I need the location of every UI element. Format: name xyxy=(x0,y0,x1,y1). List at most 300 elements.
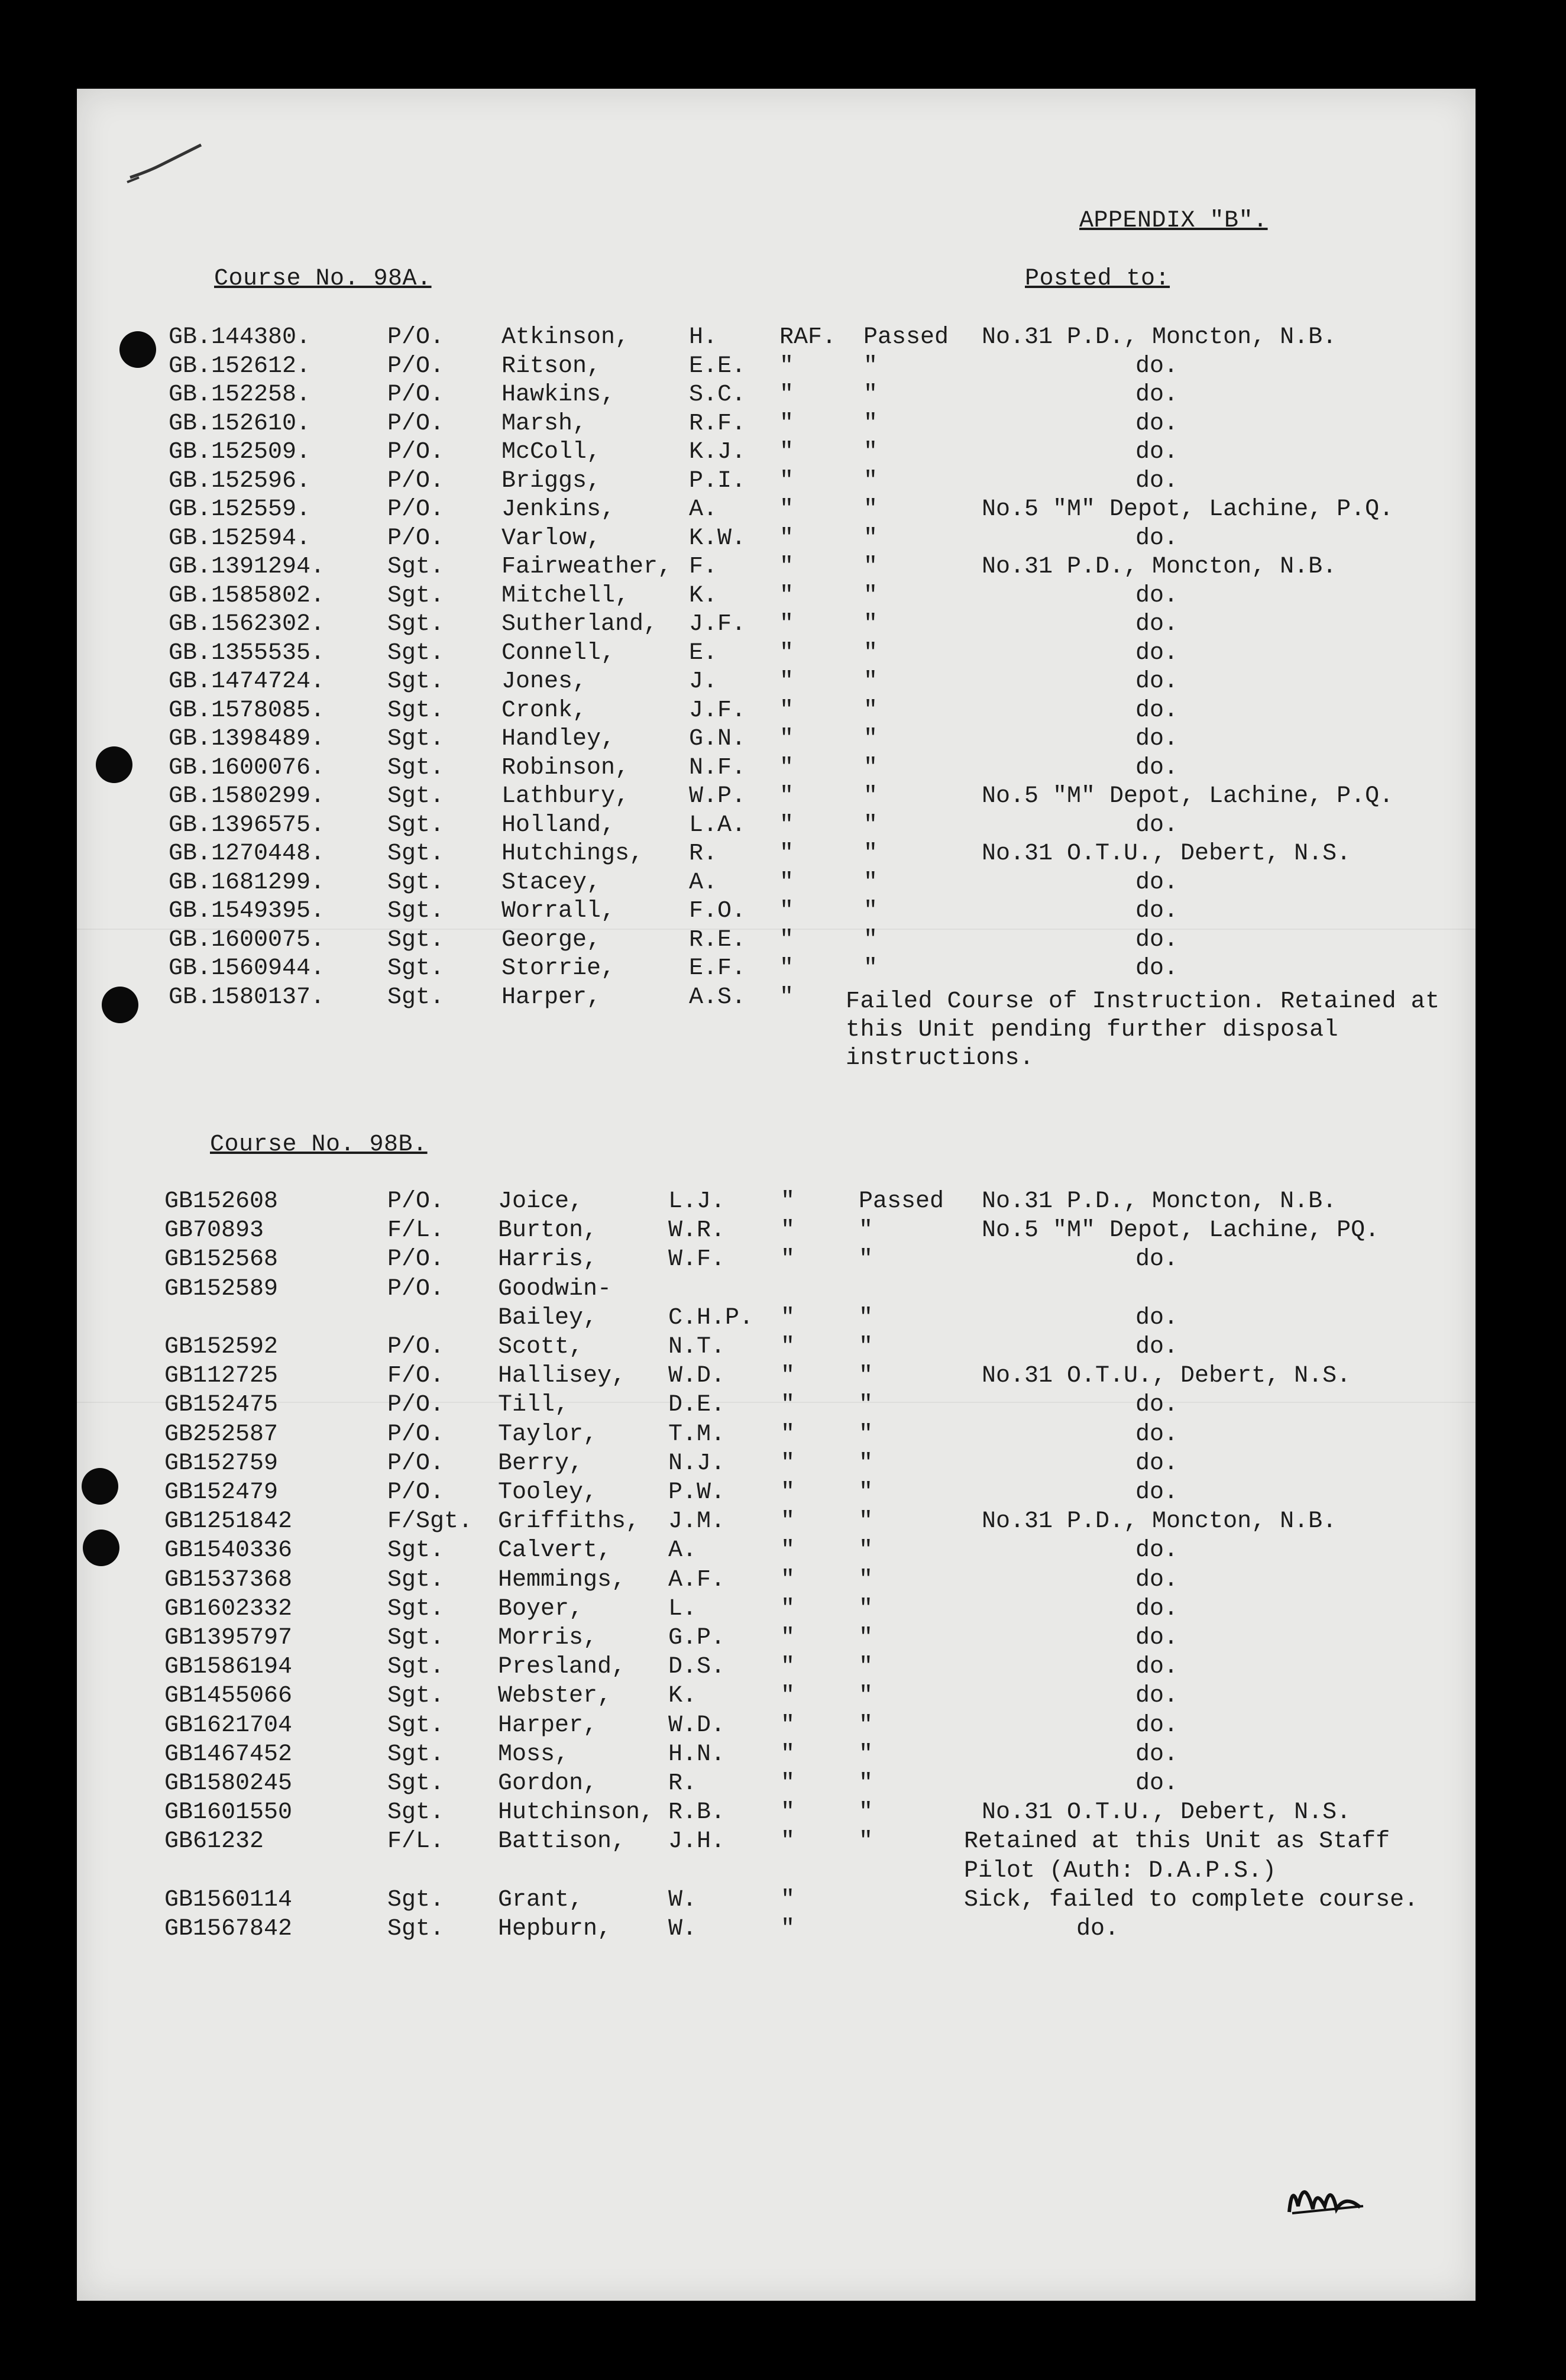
cell-result: " xyxy=(859,1304,873,1331)
table-row xyxy=(77,1391,1476,1419)
cell-name: Stacey, xyxy=(501,869,601,896)
cell-force: " xyxy=(781,1799,795,1826)
cell-result: " xyxy=(863,869,878,896)
cell-init: H.N. xyxy=(668,1741,726,1768)
table-row xyxy=(77,955,1476,983)
cell-rank: Sgt. xyxy=(387,1537,445,1564)
cell-init: W. xyxy=(668,1886,697,1913)
cell-init: L.J. xyxy=(668,1188,726,1215)
pencil-mark-icon xyxy=(124,136,213,189)
cell-no: GB.1600076. xyxy=(169,754,325,781)
cell-force: " xyxy=(781,1741,795,1768)
cell-post: do. xyxy=(1135,1741,1179,1768)
cell-no: GB.152258. xyxy=(169,381,311,408)
cell-result: " xyxy=(863,467,878,494)
cell-name: Goodwin- xyxy=(498,1275,612,1302)
cell-no: GB1621704 xyxy=(164,1712,293,1739)
cell-force: " xyxy=(781,1595,795,1622)
cell-force: " xyxy=(779,525,794,552)
table-row xyxy=(77,1304,1476,1333)
cell-result: Passed xyxy=(863,324,949,351)
cell-rank: P/O. xyxy=(387,1275,445,1302)
cell-post: No.5 "M" Depot, Lachine, P.Q. xyxy=(982,783,1394,810)
appendix-title: APPENDIX "B". xyxy=(1079,208,1268,234)
cell-no: GB1580245 xyxy=(164,1770,293,1797)
cell-name: Atkinson, xyxy=(501,324,630,351)
cell-force: " xyxy=(779,353,794,380)
cell-post: Sick, failed to complete course. xyxy=(964,1886,1419,1913)
cell-result: " xyxy=(863,525,878,552)
cell-rank: Sgt. xyxy=(387,1595,445,1622)
cell-result: " xyxy=(859,1595,873,1622)
cell-force: RAF. xyxy=(779,324,837,351)
cell-result: " xyxy=(863,410,878,437)
cell-post: do. xyxy=(1135,726,1179,752)
cell-no: GB.152612. xyxy=(169,353,311,380)
cell-no: GB.1585802. xyxy=(169,582,325,609)
cell-rank: Sgt. xyxy=(387,1683,445,1710)
cell-rank: Sgt. xyxy=(387,1566,445,1593)
cell-force: " xyxy=(779,840,794,867)
table-row xyxy=(77,782,1476,811)
cell-post: do. xyxy=(1135,926,1179,953)
table-row xyxy=(77,1857,1476,1886)
table-row xyxy=(77,1741,1476,1769)
cell-no: GB152475 xyxy=(164,1392,279,1419)
cell-name: Cronk, xyxy=(501,697,587,724)
cell-rank: Sgt. xyxy=(387,869,445,896)
cell-init: D.S. xyxy=(668,1654,726,1681)
cell-no: GB.1391294. xyxy=(169,554,325,580)
cell-post: Pilot (Auth: D.A.P.S.) xyxy=(964,1857,1277,1884)
table-row xyxy=(77,840,1476,868)
table-row xyxy=(77,1188,1476,1216)
cell-name: Harper, xyxy=(501,984,601,1011)
cell-init: P.W. xyxy=(668,1479,726,1506)
cell-name: Varlow, xyxy=(501,525,601,552)
table-row xyxy=(77,1275,1476,1304)
cell-no: GB1540336 xyxy=(164,1537,293,1564)
cell-rank: Sgt. xyxy=(387,1741,445,1768)
cell-rank: F/L. xyxy=(387,1828,445,1855)
cell-post: do. xyxy=(1135,1450,1179,1477)
cell-rank: Sgt. xyxy=(387,668,445,695)
cell-rank: Sgt. xyxy=(387,1712,445,1739)
cell-post: No.31 O.T.U., Debert, N.S. xyxy=(982,1363,1351,1390)
cell-result: " xyxy=(859,1392,873,1419)
cell-name: Holland, xyxy=(501,811,616,839)
cell-name: George, xyxy=(501,926,601,953)
table-row xyxy=(77,1828,1476,1856)
cell-post: do. xyxy=(1135,1537,1179,1564)
cell-force: " xyxy=(779,754,794,781)
cell-rank: Sgt. xyxy=(387,611,445,638)
table-row xyxy=(77,467,1476,496)
cell-force: " xyxy=(779,811,794,839)
punch-hole xyxy=(119,331,156,368)
cell-force: " xyxy=(781,1566,795,1593)
cell-result: " xyxy=(859,1770,873,1797)
cell-no: GB.1396575. xyxy=(169,811,325,839)
cell-force: " xyxy=(779,726,794,752)
cell-no: GB1537368 xyxy=(164,1566,293,1593)
cell-force: " xyxy=(779,381,794,408)
cell-result: " xyxy=(863,926,878,953)
cell-result: " xyxy=(859,1508,873,1535)
table-row xyxy=(77,381,1476,409)
cell-post: do. xyxy=(1135,1246,1179,1273)
cell-result: " xyxy=(859,1421,873,1448)
table-row xyxy=(77,1362,1476,1391)
cell-no: GB.152610. xyxy=(169,410,311,437)
table-row xyxy=(77,610,1476,639)
cell-force: " xyxy=(781,1246,795,1273)
table-row xyxy=(77,1450,1476,1478)
cell-init: R. xyxy=(689,840,718,867)
cell-result: " xyxy=(863,639,878,667)
table-row xyxy=(77,897,1476,926)
cell-name: Hepburn, xyxy=(498,1916,612,1942)
cell-init: G.P. xyxy=(668,1625,726,1651)
cell-rank: P/O. xyxy=(387,381,445,408)
cell-rank: P/O. xyxy=(387,353,445,380)
punch-hole xyxy=(83,1529,119,1566)
cell-no: GB.1562302. xyxy=(169,611,325,638)
cell-name: Gordon, xyxy=(498,1770,598,1797)
table-row xyxy=(77,1421,1476,1449)
cell-init: G.N. xyxy=(689,726,746,752)
cell-no: GB.1549395. xyxy=(169,898,325,924)
cell-rank: Sgt. xyxy=(387,1886,445,1913)
cell-no: GB.152594. xyxy=(169,525,311,552)
cell-result: " xyxy=(863,726,878,752)
cell-name: Worrall, xyxy=(501,898,616,924)
table-row xyxy=(77,324,1476,352)
cell-rank: Sgt. xyxy=(387,898,445,924)
table-row xyxy=(77,1217,1476,1245)
cell-result: " xyxy=(863,381,878,408)
cell-init: W.D. xyxy=(668,1712,726,1739)
table-row xyxy=(77,639,1476,668)
cell-name: Hutchinson, xyxy=(498,1799,655,1826)
cell-init: H. xyxy=(689,324,718,351)
cell-init: S.C. xyxy=(689,381,746,408)
cell-name: Jones, xyxy=(501,668,587,695)
cell-result: " xyxy=(859,1537,873,1564)
cell-init: D.E. xyxy=(668,1392,726,1419)
cell-init: J.F. xyxy=(689,611,746,638)
cell-result: " xyxy=(863,439,878,465)
cell-name: Mitchell, xyxy=(501,582,630,609)
cell-init: E.F. xyxy=(689,955,746,982)
cell-rank: P/O. xyxy=(387,1334,445,1360)
cell-force: " xyxy=(779,869,794,896)
cell-result: " xyxy=(863,898,878,924)
cell-force: " xyxy=(779,496,794,523)
cell-force: " xyxy=(781,1188,795,1215)
cell-force: " xyxy=(779,611,794,638)
cell-result: " xyxy=(863,611,878,638)
cell-no: GB1567842 xyxy=(164,1916,293,1942)
punch-hole xyxy=(102,987,138,1023)
cell-no: GB.1681299. xyxy=(169,869,325,896)
cell-force: " xyxy=(781,1334,795,1360)
cell-post: do. xyxy=(1076,1916,1120,1942)
cell-no: GB.1398489. xyxy=(169,726,325,752)
failed-note-line: instructions. xyxy=(846,1045,1034,1072)
cell-rank: P/O. xyxy=(387,439,445,465)
cell-init: P.I. xyxy=(689,467,746,494)
cell-init: N.T. xyxy=(668,1334,726,1360)
cell-force: " xyxy=(781,1392,795,1419)
cell-no: GB1251842 xyxy=(164,1508,293,1535)
cell-result: " xyxy=(863,353,878,380)
cell-init: A. xyxy=(689,496,718,523)
cell-name: Hutchings, xyxy=(501,840,644,867)
cell-no: GB252587 xyxy=(164,1421,279,1448)
cell-init: N.J. xyxy=(668,1450,726,1477)
cell-force: " xyxy=(781,1217,795,1244)
cell-force: " xyxy=(779,783,794,810)
document-page xyxy=(77,89,1476,2301)
cell-force: " xyxy=(779,926,794,953)
cell-force: " xyxy=(779,668,794,695)
cell-post: No.31 P.D., Moncton, N.B. xyxy=(982,324,1337,351)
cell-rank: Sgt. xyxy=(387,554,445,580)
cell-init: E. xyxy=(689,639,718,667)
cell-init: W. xyxy=(668,1916,697,1942)
table-row xyxy=(77,1712,1476,1740)
cell-name: Bailey, xyxy=(498,1304,598,1331)
cell-rank: P/O. xyxy=(387,1246,445,1273)
cell-init: K. xyxy=(668,1683,697,1710)
cell-post: do. xyxy=(1135,1421,1179,1448)
cell-init: J. xyxy=(689,668,718,695)
cell-post: do. xyxy=(1135,869,1179,896)
cell-init: L. xyxy=(668,1595,697,1622)
cell-result: " xyxy=(859,1217,873,1244)
table-row xyxy=(77,1508,1476,1536)
cell-force: " xyxy=(781,1421,795,1448)
table-row xyxy=(77,869,1476,897)
cell-rank: F/L. xyxy=(387,1217,445,1244)
cell-name: Robinson, xyxy=(501,754,630,781)
cell-force: " xyxy=(781,1828,795,1855)
cell-result: " xyxy=(859,1683,873,1710)
cell-init: W.F. xyxy=(668,1246,726,1273)
cell-rank: Sgt. xyxy=(387,1916,445,1942)
cell-name: Ritson, xyxy=(501,353,601,380)
cell-rank: Sgt. xyxy=(387,1799,445,1826)
cell-post: do. xyxy=(1135,381,1179,408)
cell-name: Sutherland, xyxy=(501,611,658,638)
cell-result: " xyxy=(863,783,878,810)
cell-no: GB1560114 xyxy=(164,1886,293,1913)
cell-result: " xyxy=(863,668,878,695)
cell-post: No.5 "M" Depot, Lachine, PQ. xyxy=(982,1217,1380,1244)
cell-no: GB61232 xyxy=(164,1828,264,1855)
cell-result: " xyxy=(859,1712,873,1739)
cell-init: W.R. xyxy=(668,1217,726,1244)
cell-post: do. xyxy=(1135,1770,1179,1797)
cell-no: GB1586194 xyxy=(164,1654,293,1681)
cell-no: GB.152559. xyxy=(169,496,311,523)
cell-no: GB.1474724. xyxy=(169,668,325,695)
cell-no: GB.152596. xyxy=(169,467,311,494)
cell-rank: Sgt. xyxy=(387,840,445,867)
cell-no: GB152592 xyxy=(164,1334,279,1360)
table-row xyxy=(77,1537,1476,1565)
cell-name: Tooley, xyxy=(498,1479,598,1506)
cell-force: " xyxy=(781,1654,795,1681)
cell-force: " xyxy=(779,467,794,494)
cell-post: do. xyxy=(1135,525,1179,552)
cell-init: N.F. xyxy=(689,754,746,781)
cell-force: " xyxy=(781,1450,795,1477)
failed-note-line: Failed Course of Instruction. Retained at xyxy=(846,988,1440,1015)
cell-post: do. xyxy=(1135,811,1179,839)
cell-init: C.H.P. xyxy=(668,1304,754,1331)
cell-rank: F/O. xyxy=(387,1363,445,1390)
cell-post: do. xyxy=(1135,955,1179,982)
cell-name: Berry, xyxy=(498,1450,584,1477)
table-row xyxy=(77,697,1476,725)
cell-name: Moss, xyxy=(498,1741,570,1768)
cell-result: " xyxy=(859,1450,873,1477)
cell-post: do. xyxy=(1135,1712,1179,1739)
cell-rank: Sgt. xyxy=(387,639,445,667)
cell-post: do. xyxy=(1135,697,1179,724)
cell-init: J.M. xyxy=(668,1508,726,1535)
cell-init: L.A. xyxy=(689,811,746,839)
table-row xyxy=(77,1915,1476,1944)
cell-post: do. xyxy=(1135,1566,1179,1593)
cell-name: Lathbury, xyxy=(501,783,630,810)
cell-rank: Sgt. xyxy=(387,955,445,982)
cell-name: Morris, xyxy=(498,1625,598,1651)
table-row xyxy=(77,926,1476,955)
cell-init: T.M. xyxy=(668,1421,726,1448)
cell-rank: P/O. xyxy=(387,1479,445,1506)
cell-name: Handley, xyxy=(501,726,616,752)
cell-name: Jenkins, xyxy=(501,496,616,523)
cell-result: Passed xyxy=(859,1188,944,1215)
cell-post: do. xyxy=(1135,1654,1179,1681)
cell-force: " xyxy=(779,439,794,465)
table-row xyxy=(77,1770,1476,1798)
cell-rank: Sgt. xyxy=(387,1625,445,1651)
cell-no: GB1455066 xyxy=(164,1683,293,1710)
table-row xyxy=(77,754,1476,782)
cell-result: " xyxy=(859,1625,873,1651)
cell-post: Retained at this Unit as Staff xyxy=(964,1828,1390,1855)
cell-no: GB112725 xyxy=(164,1363,279,1390)
cell-post: do. xyxy=(1135,1304,1179,1331)
cell-force: " xyxy=(779,955,794,982)
cell-name: Battison, xyxy=(498,1828,626,1855)
cell-init: R.F. xyxy=(689,410,746,437)
punch-hole xyxy=(96,746,132,783)
cell-name: Taylor, xyxy=(498,1421,598,1448)
cell-post: do. xyxy=(1135,1625,1179,1651)
cell-name: McColl, xyxy=(501,439,601,465)
cell-rank: P/O. xyxy=(387,496,445,523)
cell-no: GB1601550 xyxy=(164,1799,293,1826)
table-row xyxy=(77,1566,1476,1595)
cell-no: GB152608 xyxy=(164,1188,279,1215)
cell-result: " xyxy=(859,1799,873,1826)
cell-force: " xyxy=(779,410,794,437)
cell-no: GB70893 xyxy=(164,1217,264,1244)
cell-result: " xyxy=(863,840,878,867)
cell-rank: Sgt. xyxy=(387,1654,445,1681)
handwritten-initials-icon xyxy=(1280,2171,1369,2224)
table-row xyxy=(77,668,1476,696)
cell-result: " xyxy=(863,582,878,609)
cell-force: " xyxy=(781,1479,795,1506)
cell-rank: P/O. xyxy=(387,467,445,494)
punch-hole xyxy=(82,1468,118,1505)
table-row xyxy=(77,1886,1476,1915)
cell-init: J.F. xyxy=(689,697,746,724)
table-row xyxy=(77,1479,1476,1507)
cell-post: do. xyxy=(1135,1479,1179,1506)
cell-name: Grant, xyxy=(498,1886,584,1913)
cell-init: E.E. xyxy=(689,353,746,380)
cell-result: " xyxy=(859,1334,873,1360)
cell-post: do. xyxy=(1135,410,1179,437)
cell-name: Hemmings, xyxy=(498,1566,626,1593)
cell-init: K. xyxy=(689,582,718,609)
cell-rank: P/O. xyxy=(387,1421,445,1448)
cell-post: do. xyxy=(1135,467,1179,494)
cell-no: GB.1600075. xyxy=(169,926,325,953)
cell-init: A.S. xyxy=(689,984,746,1011)
cell-force: " xyxy=(781,1625,795,1651)
cell-force: " xyxy=(781,1916,795,1942)
cell-no: GB1602332 xyxy=(164,1595,293,1622)
cell-rank: P/O. xyxy=(387,324,445,351)
cell-no: GB.1578085. xyxy=(169,697,325,724)
table-row xyxy=(77,410,1476,438)
cell-force: " xyxy=(779,697,794,724)
cell-force: " xyxy=(781,1304,795,1331)
cell-init: F. xyxy=(689,554,718,580)
cell-post: do. xyxy=(1135,1595,1179,1622)
cell-rank: Sgt. xyxy=(387,1770,445,1797)
cell-no: GB.1580137. xyxy=(169,984,325,1011)
cell-force: " xyxy=(779,639,794,667)
cell-name: Storrie, xyxy=(501,955,616,982)
cell-name: Harper, xyxy=(498,1712,598,1739)
cell-name: Scott, xyxy=(498,1334,584,1360)
table-row xyxy=(77,1246,1476,1274)
cell-rank: Sgt. xyxy=(387,582,445,609)
cell-post: No.5 "M" Depot, Lachine, P.Q. xyxy=(982,496,1394,523)
cell-name: Joice, xyxy=(498,1188,584,1215)
cell-force: " xyxy=(779,554,794,580)
cell-name: Till, xyxy=(498,1392,570,1419)
cell-name: Burton, xyxy=(498,1217,598,1244)
cell-post: do. xyxy=(1135,611,1179,638)
cell-rank: P/O. xyxy=(387,1392,445,1419)
cell-no: GB1467452 xyxy=(164,1741,293,1768)
cell-rank: Sgt. xyxy=(387,754,445,781)
cell-force: " xyxy=(779,582,794,609)
cell-result: " xyxy=(859,1246,873,1273)
cell-rank: Sgt. xyxy=(387,926,445,953)
cell-name: Boyer, xyxy=(498,1595,584,1622)
